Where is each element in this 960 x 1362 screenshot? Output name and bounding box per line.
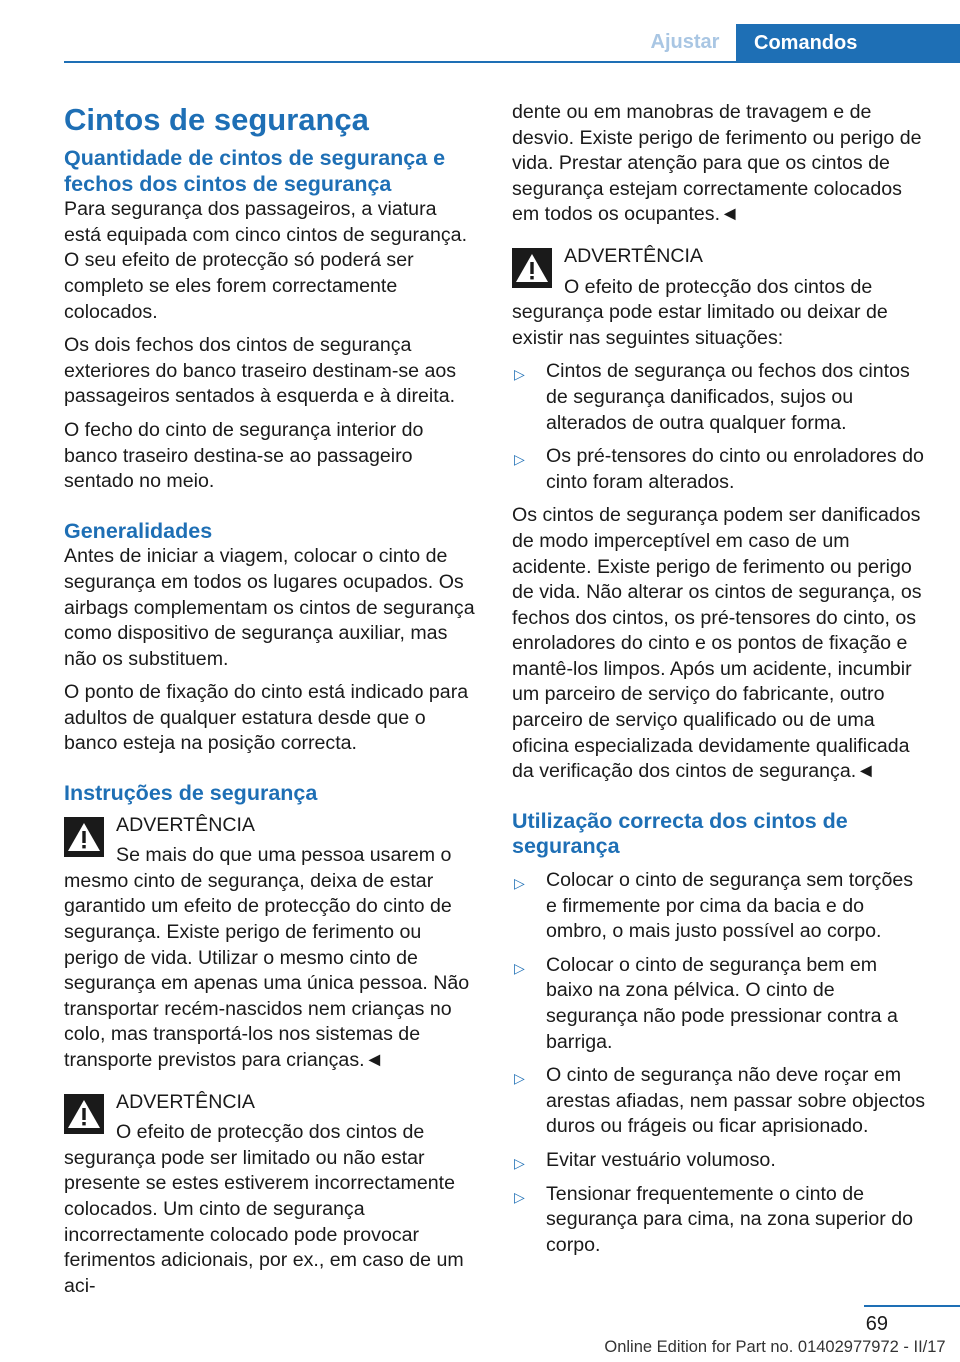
- paragraph: Os dois fechos dos cintos de segurança exteriores do banco traseiro destinam-se aos passageiros sentados à esquerda e à direita.: [64, 334, 457, 408]
- tab-comandos[interactable]: Comandos: [736, 24, 960, 62]
- triangle-bullet-icon: ▷: [514, 1188, 525, 1205]
- warning-heading: ADVERTÊNCIA: [116, 1090, 256, 1113]
- warning-icon: [64, 817, 104, 857]
- triangle-bullet-icon: ▷: [514, 366, 525, 383]
- warning-heading: ADVERTÊNCIA: [564, 244, 704, 267]
- paragraph: Os cintos de segurança podem ser danificados de modo imperceptível em caso de um acidente. Existe perigo de ferimento ou perigo de vida. Não alterar os cintos de segurança, os fechos dos cintos, os pré-tensores do cinto, os enroladores do cinto e os pontos de fixação e mantê-los limpos. Após um acidente, incumbir um parceiro de serviço do fabricante, outro parceiro de serviço qualificado ou de uma oficina especializada devidamente qualificada da verificação dos cintos de segurança.◄: [512, 504, 922, 783]
- list-item: ▷ O cinto de segurança não deve roçar em arestas afiadas, nem passar sobre objectos duros ou frágeis ou ficar aprisionado.: [514, 1064, 926, 1138]
- triangle-bullet-icon: ▷: [514, 451, 525, 468]
- warning-list: [512, 359, 928, 495]
- footer-rule: [864, 1305, 960, 1307]
- warning-text: O efeito de protecção dos cintos de segurança pode ser limitado ou não estar presente se estes estiverem incorrectamente colocados. Um cinto de segurança incorrectamente colocado pode provocar ferimentos adicionais, por ex., em caso de um aci-: [64, 1121, 464, 1297]
- triangle-bullet-icon: ▷: [514, 959, 525, 976]
- paragraph: O ponto de fixação do cinto está indicado para adultos de qualquer estatura desde que o banco esteja na posição correcta.: [64, 681, 469, 755]
- paragraph: O fecho do cinto de segurança interior do banco traseiro destina-se ao passageiro sentado no meio.: [64, 418, 424, 493]
- list-item: ▷ Cintos de segurança ou fechos dos cintos de segurança danificados, sujos ou alterados de outra qualquer forma.: [514, 360, 910, 434]
- warning-icon: [512, 248, 552, 288]
- right-column: [512, 100, 928, 1266]
- list-item: ▷ Evitar vestuário volumoso.: [512, 1148, 928, 1174]
- warning-block: [512, 244, 928, 351]
- paragraph: dente ou em manobras de travagem e de desvio. Existe perigo de ferimento ou perigo de vida. Prestar atenção para que os cintos de segurança estejam correctamente colocados em todos os ocupantes.◄: [512, 101, 922, 226]
- warning-text: O efeito de protecção dos cintos de segurança pode estar limitado ou deixar de existir nas seguintes situações:: [512, 275, 888, 349]
- list-item: ▷ Tensionar frequentemente o cinto de segurança para cima, na zona superior do corpo.: [514, 1182, 914, 1256]
- triangle-bullet-icon: ▷: [514, 1070, 525, 1087]
- paragraph: Para segurança dos passageiros, a viatura está equipada com cinco cintos de segurança. O seu efeito de protecção só poderá ser completo se eles forem correctamente colocados.: [64, 198, 468, 323]
- triangle-bullet-icon: ▷: [514, 1154, 525, 1171]
- paragraph: Antes de iniciar a viagem, colocar o cinto de segurança em todos os lugares ocupados. Os airbags complementam os cintos de segurança como dispositivo de segurança auxiliar, mas não os substituem.: [64, 545, 475, 670]
- triangle-bullet-icon: ▷: [514, 875, 525, 892]
- page-number: 69: [865, 1313, 888, 1335]
- warning-icon: [64, 1094, 104, 1134]
- warning-block: [64, 1090, 478, 1300]
- left-column: [64, 100, 478, 1299]
- list-item: ▷ Colocar o cinto de segurança bem em baixo na zona pélvica. O cinto de segurança não pode pressionar contra a barriga.: [514, 953, 898, 1053]
- tab-ajustar[interactable]: Ajustar: [650, 31, 720, 53]
- usage-list: [512, 868, 928, 1258]
- section-title-instrucoes: Instruções de segurança: [64, 781, 318, 806]
- section-title-utilizacao: Utilização correcta dos cintos de segurança: [512, 808, 848, 859]
- list-item: ▷ Os pré-tensores do cinto ou enroladores do cinto foram alterados.: [514, 445, 924, 493]
- edition-footer: Online Edition for Part no. 01402977972 - II/17: [604, 1338, 946, 1356]
- section-title-quantidade: Quantidade de cintos de segurança e fechos dos cintos de segurança: [64, 146, 446, 196]
- list-item: ▷ Colocar o cinto de segurança sem torções e firmemente por cima da bacia e do ombro, o mais justo possível ao corpo.: [514, 869, 914, 943]
- warning-text: Se mais do que uma pessoa usarem o mesmo cinto de segurança, deixa de estar garantido um efeito de protecção do cinto de segurança. Existe perigo de ferimento ou perigo de vida. Utilizar o mesmo cinto de segurança em apenas uma única pessoa. Não transportar recém-nascidos nem crianças no colo, mas transportá-los nos sistemas de transporte previstos para crianças.◄: [64, 844, 470, 1071]
- section-title-generalidades: Generalidades: [64, 518, 213, 543]
- warning-heading: ADVERTÊNCIA: [116, 813, 256, 836]
- warning-block: [64, 813, 478, 1074]
- page-title: Cintos de segurança: [64, 102, 369, 137]
